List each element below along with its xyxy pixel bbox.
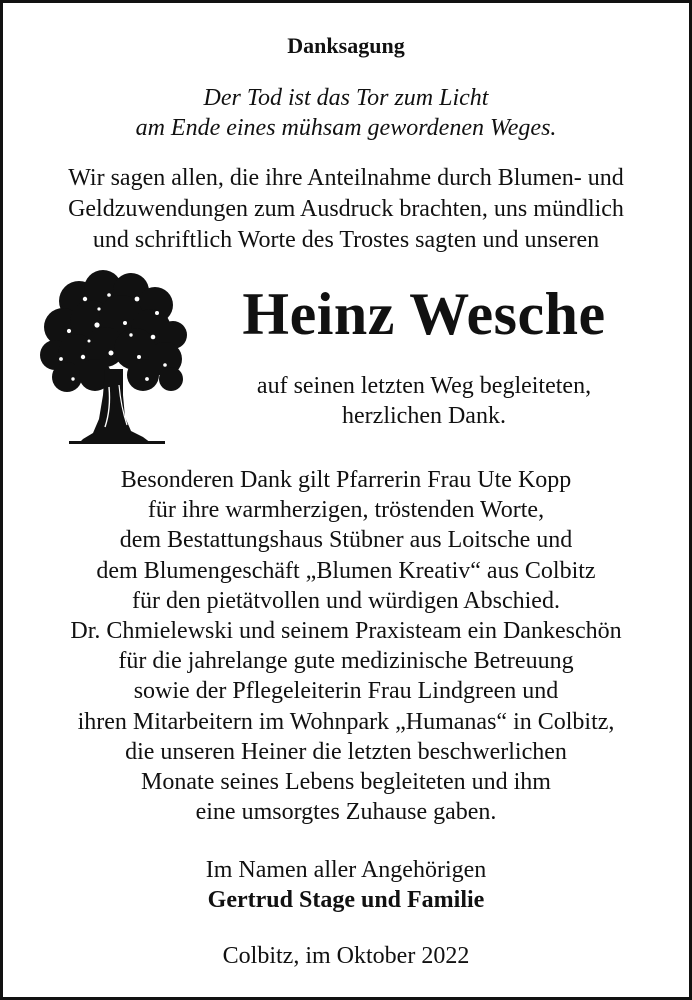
thanks-line: eine umsorgtes Zuhause gaben. [195, 799, 497, 826]
thanks-line: sowie der Pflegeleiterin Frau Lindgreen und [133, 678, 559, 705]
intro-text [3, 163, 689, 256]
after-name-text [199, 371, 649, 431]
intro-line: Geldzuwendungen zum Ausdruck brachten, uns mündlich [68, 196, 624, 222]
after-name-line: herzlichen Dank. [342, 403, 506, 429]
thanks-line: Monate seines Lebens begleiteten und ihm [141, 769, 551, 796]
thanks-line: dem Blumengeschäft „Blumen Kreativ“ aus Colbitz [96, 557, 596, 584]
motto-line: am Ende eines mühsam gewordenen Weges. [135, 115, 557, 141]
thanks-line: für die jahrelange gute medizinische Betreuung [118, 648, 574, 675]
signature: Gertrud Stage und Familie [207, 887, 485, 913]
special-thanks-text [3, 465, 689, 827]
thanks-line: Besonderen Dank gilt Pfarrerin Frau Ute Kopp [120, 467, 572, 493]
thanks-line: für ihre warmherzigen, tröstenden Worte, [147, 497, 545, 524]
after-name-line: auf seinen letzten Weg begleiteten, [256, 373, 592, 399]
intro-line: Wir sagen allen, die ihre Anteilnahme durch Blumen- und [68, 165, 624, 191]
closing-block [3, 855, 689, 915]
tree-icon [39, 269, 189, 445]
notice-heading: Danksagung [287, 33, 405, 58]
place-date: Colbitz, im Oktober 2022 [222, 943, 470, 969]
deceased-name: Heinz Wesche [242, 281, 606, 347]
intro-line: und schriftlich Worte des Trostes sagten und unseren [92, 227, 600, 253]
thanks-line: für den pietätvollen und würdigen Abschied. [132, 587, 560, 614]
thanks-line: dem Bestattungshaus Stübner aus Loitsche und [119, 527, 573, 554]
motto-quote [3, 83, 689, 143]
thanks-line: ihren Mitarbeitern im Wohnpark „Humanas“ in Colbitz, [77, 708, 615, 735]
motto-line: Der Tod ist das Tor zum Licht [203, 85, 489, 111]
closing-line: Im Namen aller Angehörigen [205, 857, 487, 883]
thanks-line: die unseren Heiner die letzten beschwerlichen [125, 738, 567, 765]
thanks-line: Dr. Chmielewski und seinem Praxisteam ein Dankeschön [70, 618, 622, 645]
